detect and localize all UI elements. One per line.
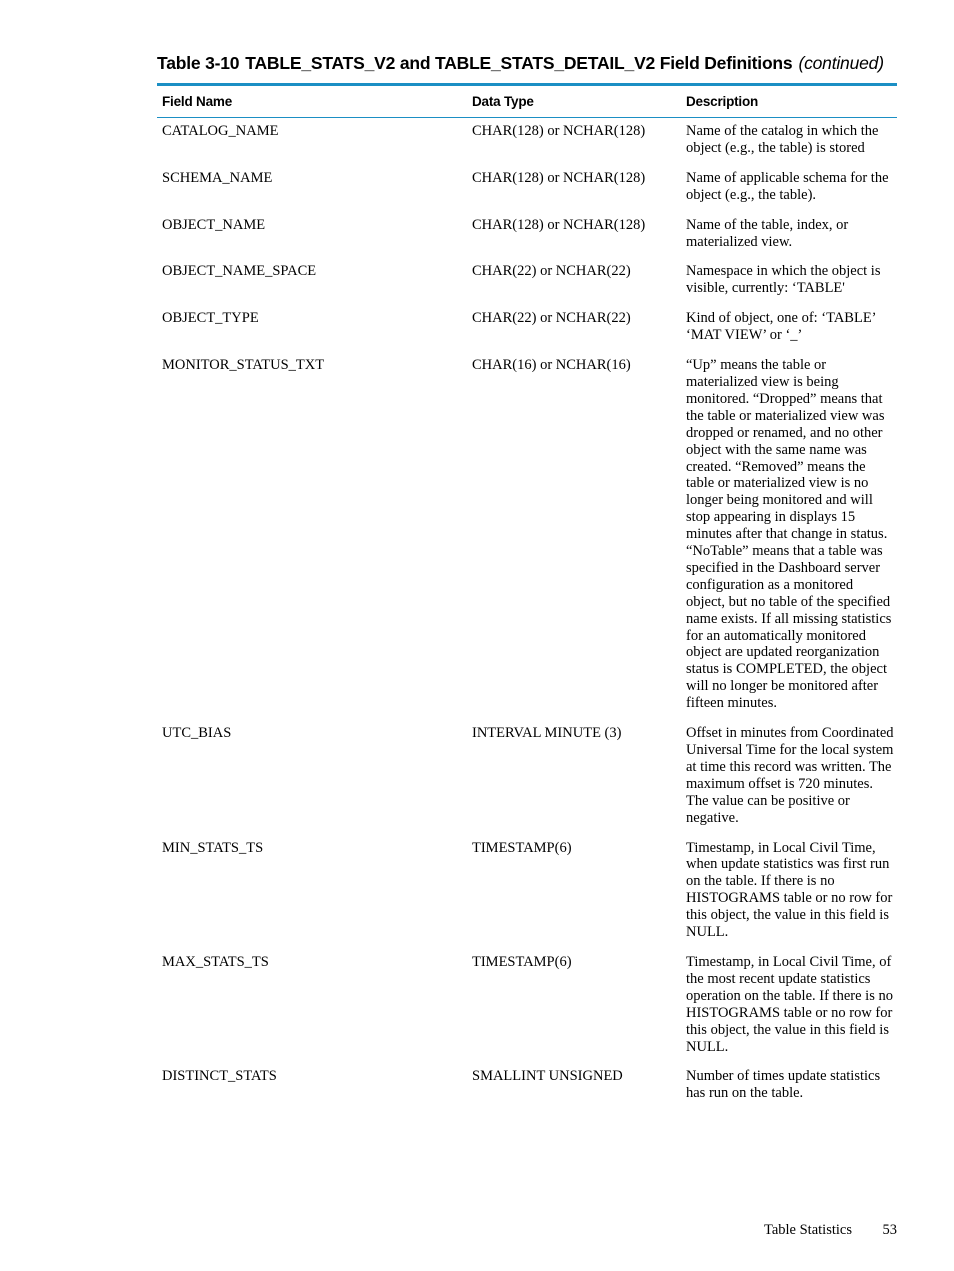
description-cell: Name of the table, index, or materialized view. — [686, 216, 849, 250]
header-description: Description — [686, 94, 759, 109]
footer-section-title: Table Statistics — [764, 1222, 852, 1238]
description-cell: Name of the catalog in which the object (e.g., the table) is stored — [686, 123, 879, 156]
data-type-cell: CHAR(128) or NCHAR(128) — [472, 216, 646, 233]
data-type-cell: SMALLINT UNSIGNED — [472, 1068, 623, 1085]
data-type-cell: CHAR(128) or NCHAR(128) — [472, 169, 646, 186]
field-name-cell: SCHEMA_NAME — [162, 169, 273, 186]
description-cell: Timestamp, in Local Civil Time, of the most recent update statistics operation on the table. If there is no HISTOGRAMS table or no row for this object, the value in this field is NULL. — [686, 953, 893, 1055]
table-row — [157, 725, 897, 826]
field-name-cell: MONITOR_STATUS_TXT — [162, 357, 325, 374]
table-row — [157, 310, 897, 344]
description-cell: Number of times update statistics has run on the table. — [686, 1068, 881, 1102]
data-type-cell: INTERVAL MINUTE (3) — [472, 725, 622, 742]
description-cell: Offset in minutes from Coordinated Universal Time for the local system at time this record was written. The maximum offset is 720 minutes. The value can be positive or negative. — [686, 725, 894, 826]
description-cell: Timestamp, in Local Civil Time, when update statistics was first run on the table. If there is no HISTOGRAMS table or no row for this object, the value in this field is NULL. — [686, 839, 893, 941]
table-row — [157, 1068, 897, 1102]
table-title: TABLE_STATS_V2 and TABLE_STATS_DETAIL_V2 Field Definitions — [245, 53, 793, 73]
table-row — [157, 217, 897, 251]
table-caption — [157, 53, 897, 74]
page-number: 53 — [882, 1222, 897, 1238]
header-field-name: Field Name — [162, 94, 233, 109]
data-type-cell: TIMESTAMP(6) — [472, 953, 572, 970]
table-number: Table 3-10 — [157, 53, 240, 73]
page-footer — [764, 1222, 897, 1239]
field-name-cell: MIN_STATS_TS — [162, 839, 264, 856]
data-type-cell: CHAR(22) or NCHAR(22) — [472, 263, 631, 280]
header-data-type: Data Type — [472, 94, 534, 109]
field-name-cell: UTC_BIAS — [162, 725, 232, 742]
field-name-cell: CATALOG_NAME — [162, 123, 279, 139]
continued-label: (continued) — [798, 53, 884, 73]
table-row — [157, 170, 897, 204]
data-type-cell: TIMESTAMP(6) — [472, 839, 572, 856]
data-type-cell: CHAR(16) or NCHAR(16) — [472, 357, 631, 374]
table-row — [157, 954, 897, 1055]
data-type-cell: CHAR(128) or NCHAR(128) — [472, 123, 646, 139]
table-row — [157, 840, 897, 941]
field-definitions-table — [157, 86, 897, 1115]
field-name-cell: OBJECT_TYPE — [162, 310, 259, 327]
description-cell: Name of applicable schema for the object (e.g., the table). — [686, 169, 889, 203]
table-header-row — [157, 86, 897, 118]
field-name-cell: DISTINCT_STATS — [162, 1068, 277, 1085]
field-name-cell: OBJECT_NAME — [162, 216, 266, 233]
data-type-cell: CHAR(22) or NCHAR(22) — [472, 310, 631, 327]
description-cell: Namespace in which the object is visible, currently: ‘TABLE' — [686, 263, 881, 297]
table-body — [157, 118, 897, 1102]
table-row — [157, 263, 897, 297]
description-cell: Kind of object, one of: ‘TABLE’ ‘MAT VIEW’ or ‘_’ — [686, 310, 876, 344]
table-row — [157, 357, 897, 712]
field-name-cell: OBJECT_NAME_SPACE — [162, 263, 317, 280]
table-row — [157, 123, 897, 157]
description-cell: “Up” means the table or materialized view is being monitored. “Dropped” means that the table or materialized view was dropped or renamed, and no other object with the same name was created. “Removed” means the table or materialized view is no longer being monitored and will stop appearing in displays 15 minutes after that change in status. “NoTable” means that a table was specified in the Dashboard server configuration as a monitored object, but no table of the specified name exists. If all missing statistics for an automatically monitored object are updated reorganization status is COMPLETED, the object will no longer be monitored after fifteen minutes. — [686, 357, 892, 712]
field-name-cell: MAX_STATS_TS — [162, 953, 269, 970]
